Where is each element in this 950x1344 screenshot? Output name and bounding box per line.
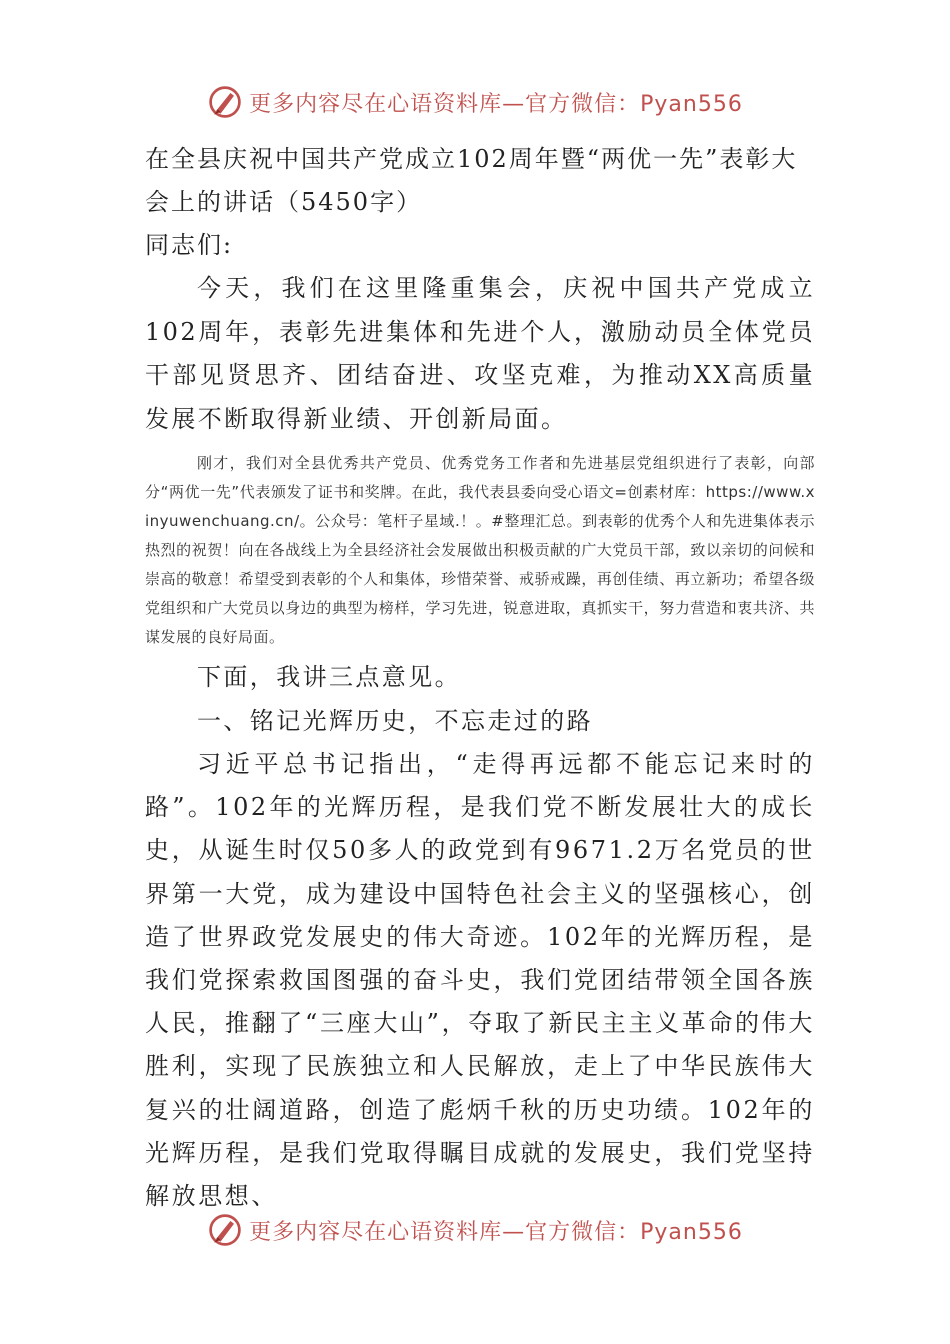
document-body [145,138,815,1218]
footer-banner [0,1208,950,1252]
salutation: 同志们: [145,231,234,259]
transition-line: 下面，我讲三点意见。 [197,663,461,691]
banner-text: 更多内容尽在心语资料库—官方微信：Pyan556 [249,91,743,117]
section-heading: 一、铭记光辉历史，不忘走过的路 [197,706,593,735]
small-paragraph: 刚才，我们对全县优秀共产党员、优秀党务工作者和先进基层党组织进行了表彰，向部分“两优一先”代表颁发了证书和奖牌。在此，我代表县委向受心语文=创素材库：https://www.xinyuwenchuang.cn/。公众号：笔杆子星域.！。#整理汇总。到表彰的优秀个人和先进集体表示热烈的祝贺！向在各战线上为全县经济社会发展做出积极贡献的广大党员干部，致以亲切的问候和崇高的敬意！希望受到表彰的个人和集体，珍惜荣誉、戒骄戒躁，再创佳绩、再立新功；希望各级党组织和广大党员以身边的典型为榜样，学习先进，锐意进取，真抓实干，努力营造和衷共济、共谋发展的良好局面。 [145,454,815,646]
pen-logo-icon [207,84,243,120]
intro-paragraph: 今天，我们在这里隆重集会，庆祝中国共产党成立102周年，表彰先进集体和先进个人，激励动员全体党员干部见贤思齐、团结奋进、攻坚克难，为推动XX高质量发展不断取得新业绩、开创新局面。 [145,274,815,433]
header-banner [0,80,950,124]
document-title: 在全县庆祝中国共产党成立102周年暨“两优一先”表彰大会上的讲话（5450字） [145,145,798,216]
banner-text: 更多内容尽在心语资料库—官方微信：Pyan556 [249,1219,743,1245]
pen-logo-icon [207,1212,243,1248]
section-body: 习近平总书记指出，“走得再远都不能忘记来时的路”。102年的光辉历程，是我们党不断发展壮大的成长史，从诞生时仅50多人的政党到有9671.2万名党员的世界第一大党，成为建设中国特色社会主义的坚强核心，创造了世界政党发展史的伟大奇迹。102年的光辉历程，是我们党探索救国图强的奋斗史，我们党团结带领全国各族人民，推翻了“三座大山”，夺取了新民主主义革命的伟大胜利，实现了民族独立和人民解放，走上了中华民族伟大复兴的壮阔道路，创造了彪炳千秋的历史功绩。102年的光辉历程，是我们党取得瞩目成就的发展史，我们党坚持解放思想、 [145,750,815,1211]
